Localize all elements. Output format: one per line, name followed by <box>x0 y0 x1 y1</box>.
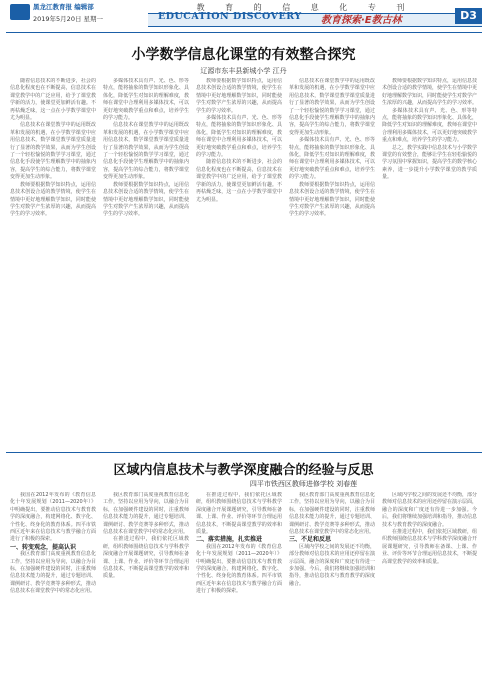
paragraph: 总之，教学实践中信息技术与小学数学课堂的有效整合，能够让学生在轻松愉悦的学习氛围中掌握知识，提高学生的数学核心素养，进一步提升小学数学课堂的教学质量。 <box>382 144 477 181</box>
article1-column-5 <box>382 78 477 448</box>
paragraph: 区域内学校之间的发展还不均衡，部分教师对信息技术的应用还停留在演示层面，融合的深度和广度还有待进一步加强。今后，我们将继续加强培训和指导，推动信息技术与教育教学的深度融合。 <box>382 492 477 528</box>
article1-title: 小学数学信息化课堂的有效整合探究 <box>131 47 356 63</box>
issue-date: 2019年5月20日 星期一 <box>33 15 104 23</box>
article1-column-4 <box>289 78 375 448</box>
paragraph: 多媒体技术具有声、光、色、形等特点，能将抽象的数学知识形象化、具体化，降低学生对知识的理解难度，教师在课堂中合理利用多媒体技术，可以更好地突破教学重点和难点，培养学生的学习能力。 <box>196 115 282 159</box>
paragraph: 信息技术在课堂教学中的运用既改革和发展的机遇，在小学数学课堂中应用信息技术，数学课堂教学课堂质量进行了显著的教学效果，从而为学生创设了一个轻松愉悦的数学学习课堂，通过信息化手段使学生理解数学中的抽象内容，提高学生的综合能力，将数学课堂变得更加生动形象。 <box>289 78 375 136</box>
newspaper-logo-icon <box>10 4 30 20</box>
paragraph: 区域内学校之间的发展还不均衡，部分教师对信息技术的应用还停留在演示层面，融合的深度和广度还有待进一步加强。今后，我们将继续加强培训和指导，推动信息技术与教育教学的深度融合。 <box>289 543 375 587</box>
paragraph: 多媒体技术具有声、光、色、形等特点，能将抽象的数学知识形象化、具体化，降低学生对知识的理解难度，教师在课堂中合理利用多媒体技术，可以更好地突破教学重点和难点，培养学生的学习能力。 <box>289 137 375 181</box>
paragraph: 随着信息技术的不断进步，社会的信息化程度也在不断提高，信息技术在课堂教学中的广泛应用，给予了课堂教学新的活力，使课堂更加鲜活有趣。不再枯燥乏味，这一点在小学数学课堂中尤为明显。 <box>196 159 282 203</box>
paragraph: 我国在2012年发布的《教育信息化十年发展规划（2011—2020年）》中明确提出，要推动信息技术与教育教学的深度融合，构建网络化、数字化、个性化、终身化的教育体系。四平市铁西区近年来在信息技术与教学融合方面进行了积极的探索。 <box>196 543 282 595</box>
english-title: EDUCATION DISCOVERY <box>158 11 302 22</box>
paragraph: 教师要根据数学知识特点，运用信息技术创设合适的教学情境，使学生在情境中更好地理解数学知识，同时能使学生对数学产生浓厚的兴趣，从而提高学生的学习效率。 <box>103 181 189 218</box>
article2-column-4 <box>289 492 375 690</box>
article1-column-1 <box>10 78 96 448</box>
article1-byline: 辽源市东丰县新城小学 江丹 <box>200 67 287 75</box>
article2-column-1 <box>10 492 96 690</box>
article1-column-3 <box>196 78 282 448</box>
section-heading: 三、不足和反思 <box>289 536 332 544</box>
paragraph: 在推进过程中，我们依托区域教研，组织教师围绕信息技术与学科教学深度融合开展课题研究，引导教师在备课、上课、作业、评价等环节合理运用信息技术，不断提高课堂教学的效率和质量。 <box>382 529 477 565</box>
article-divider <box>6 452 482 453</box>
paper-name: 黑龙江教育报 编辑部 <box>33 3 94 11</box>
article2-column-3 <box>196 492 282 690</box>
article2-byline: 四平市铁西区教师进修学校 刘春莲 <box>249 480 358 488</box>
supplement-label: 教 育 的 信 息 化 专 刊 <box>196 3 414 12</box>
article2-column-2 <box>103 492 189 690</box>
paragraph: 我区教育部门高度重视教育信息化工作，坚持以应用为导向，以融合为目标，在加强硬件建设的同时，注重教师信息技术能力的提升，通过专题培训、课例研讨、教学竞赛等多种形式，推动信息技术在课堂教学中的常态化应用。 <box>103 492 189 536</box>
paragraph: 教师要根据数学知识特点，运用信息技术创设合适的教学情境，使学生在情境中更好地理解数学知识，同时能使学生对数学产生浓厚的兴趣，从而提高学生的学习效率。 <box>289 181 375 218</box>
paragraph: 在推进过程中，我们依托区域教研，组织教师围绕信息技术与学科教学深度融合开展课题研究，引导教师在备课、上课、作业、评价等环节合理运用信息技术，不断提高课堂教学的效率和质量。 <box>103 536 189 580</box>
section-heading: 二、落实措施，扎实推进 <box>196 536 263 544</box>
section-heading: 一、转变观念，提高认识 <box>10 543 77 551</box>
paragraph: 教师要根据数学知识特点，运用信息技术创设合适的教学情境，使学生在情境中更好地理解数学知识，同时能使学生对数学产生浓厚的兴趣，从而提高学生的学习效率。 <box>196 78 282 114</box>
article2-title: 区域内信息技术与教学深度融合的经验与反思 <box>113 463 374 478</box>
paragraph: 多媒体技术具有声、光、色、形等特点，能将抽象的数学知识形象化、具体化，降低学生对知识的理解难度，教师在课堂中合理利用多媒体技术，可以更好地突破教学重点和难点，培养学生的学习能力。 <box>103 78 189 122</box>
paragraph: 我国在2012年发布的《教育信息化十年发展规划（2011—2020年）》中明确提出，要推动信息技术与教育教学的深度融合，构建网络化、数字化、个性化、终身化的教育体系。四平市铁西区近年来在信息技术与教学融合方面进行了积极的探索。 <box>10 492 96 543</box>
paragraph: 多媒体技术具有声、光、色、形等特点，能将抽象的数学知识形象化、具体化，降低学生对知识的理解难度，教师在课堂中合理利用多媒体技术，可以更好地突破教学重点和难点，培养学生的学习能力。 <box>382 107 477 144</box>
paragraph: 信息技术在课堂教学中的运用既改革和发展的机遇，在小学数学课堂中应用信息技术，数学课堂教学课堂质量进行了显著的教学效果，从而为学生创设了一个轻松愉悦的数学学习课堂，通过信息化手段使学生理解数学中的抽象内容，提高学生的综合能力，将数学课堂变得更加生动形象。 <box>103 122 189 181</box>
column-name: 教育探索·E教古林 <box>321 15 402 26</box>
paragraph: 信息技术在课堂教学中的运用既改革和发展的机遇，在小学数学课堂中应用信息技术，数学课堂教学课堂质量进行了显著的教学效果，从而为学生创设了一个轻松愉悦的数学学习课堂，通过信息化手段使学生理解数学中的抽象内容，提高学生的综合能力，将数学课堂变得更加生动形象。 <box>10 122 96 181</box>
article1-column-2 <box>103 78 189 448</box>
paragraph: 在推进过程中，我们依托区域教研，组织教师围绕信息技术与学科教学深度融合开展课题研究，引导教师在备课、上课、作业、评价等环节合理运用信息技术，不断提高课堂教学的效率和质量。 <box>196 492 282 536</box>
paragraph: 教师要根据数学知识特点，运用信息技术创设合适的教学情境，使学生在情境中更好地理解数学知识，同时能使学生对数学产生浓厚的兴趣，从而提高学生的学习效率。 <box>382 78 477 107</box>
masthead-divider <box>6 32 482 33</box>
paragraph: 我区教育部门高度重视教育信息化工作，坚持以应用为导向，以融合为目标，在加强硬件建设的同时，注重教师信息技术能力的提升，通过专题培训、课例研讨、教学竞赛等多种形式，推动信息技术在课堂教学中的常态化应用。 <box>10 551 96 595</box>
article2-column-5 <box>382 492 477 690</box>
paragraph: 随着信息技术的不断进步，社会的信息化程度也在不断提高，信息技术在课堂教学中的广泛应用，给予了课堂教学新的活力，使课堂更加鲜活有趣。不再枯燥乏味，这一点在小学数学课堂中尤为明显。 <box>10 78 96 122</box>
page-number: D3 <box>455 8 482 24</box>
paragraph: 教师要根据数学知识特点，运用信息技术创设合适的教学情境，使学生在情境中更好地理解数学知识，同时能使学生对数学产生浓厚的兴趣，从而提高学生的学习效率。 <box>10 181 96 218</box>
paragraph: 我区教育部门高度重视教育信息化工作，坚持以应用为导向，以融合为目标，在加强硬件建设的同时，注重教师信息技术能力的提升，通过专题培训、课例研讨、教学竞赛等多种形式，推动信息技术在课堂教学中的常态化应用。 <box>289 492 375 536</box>
